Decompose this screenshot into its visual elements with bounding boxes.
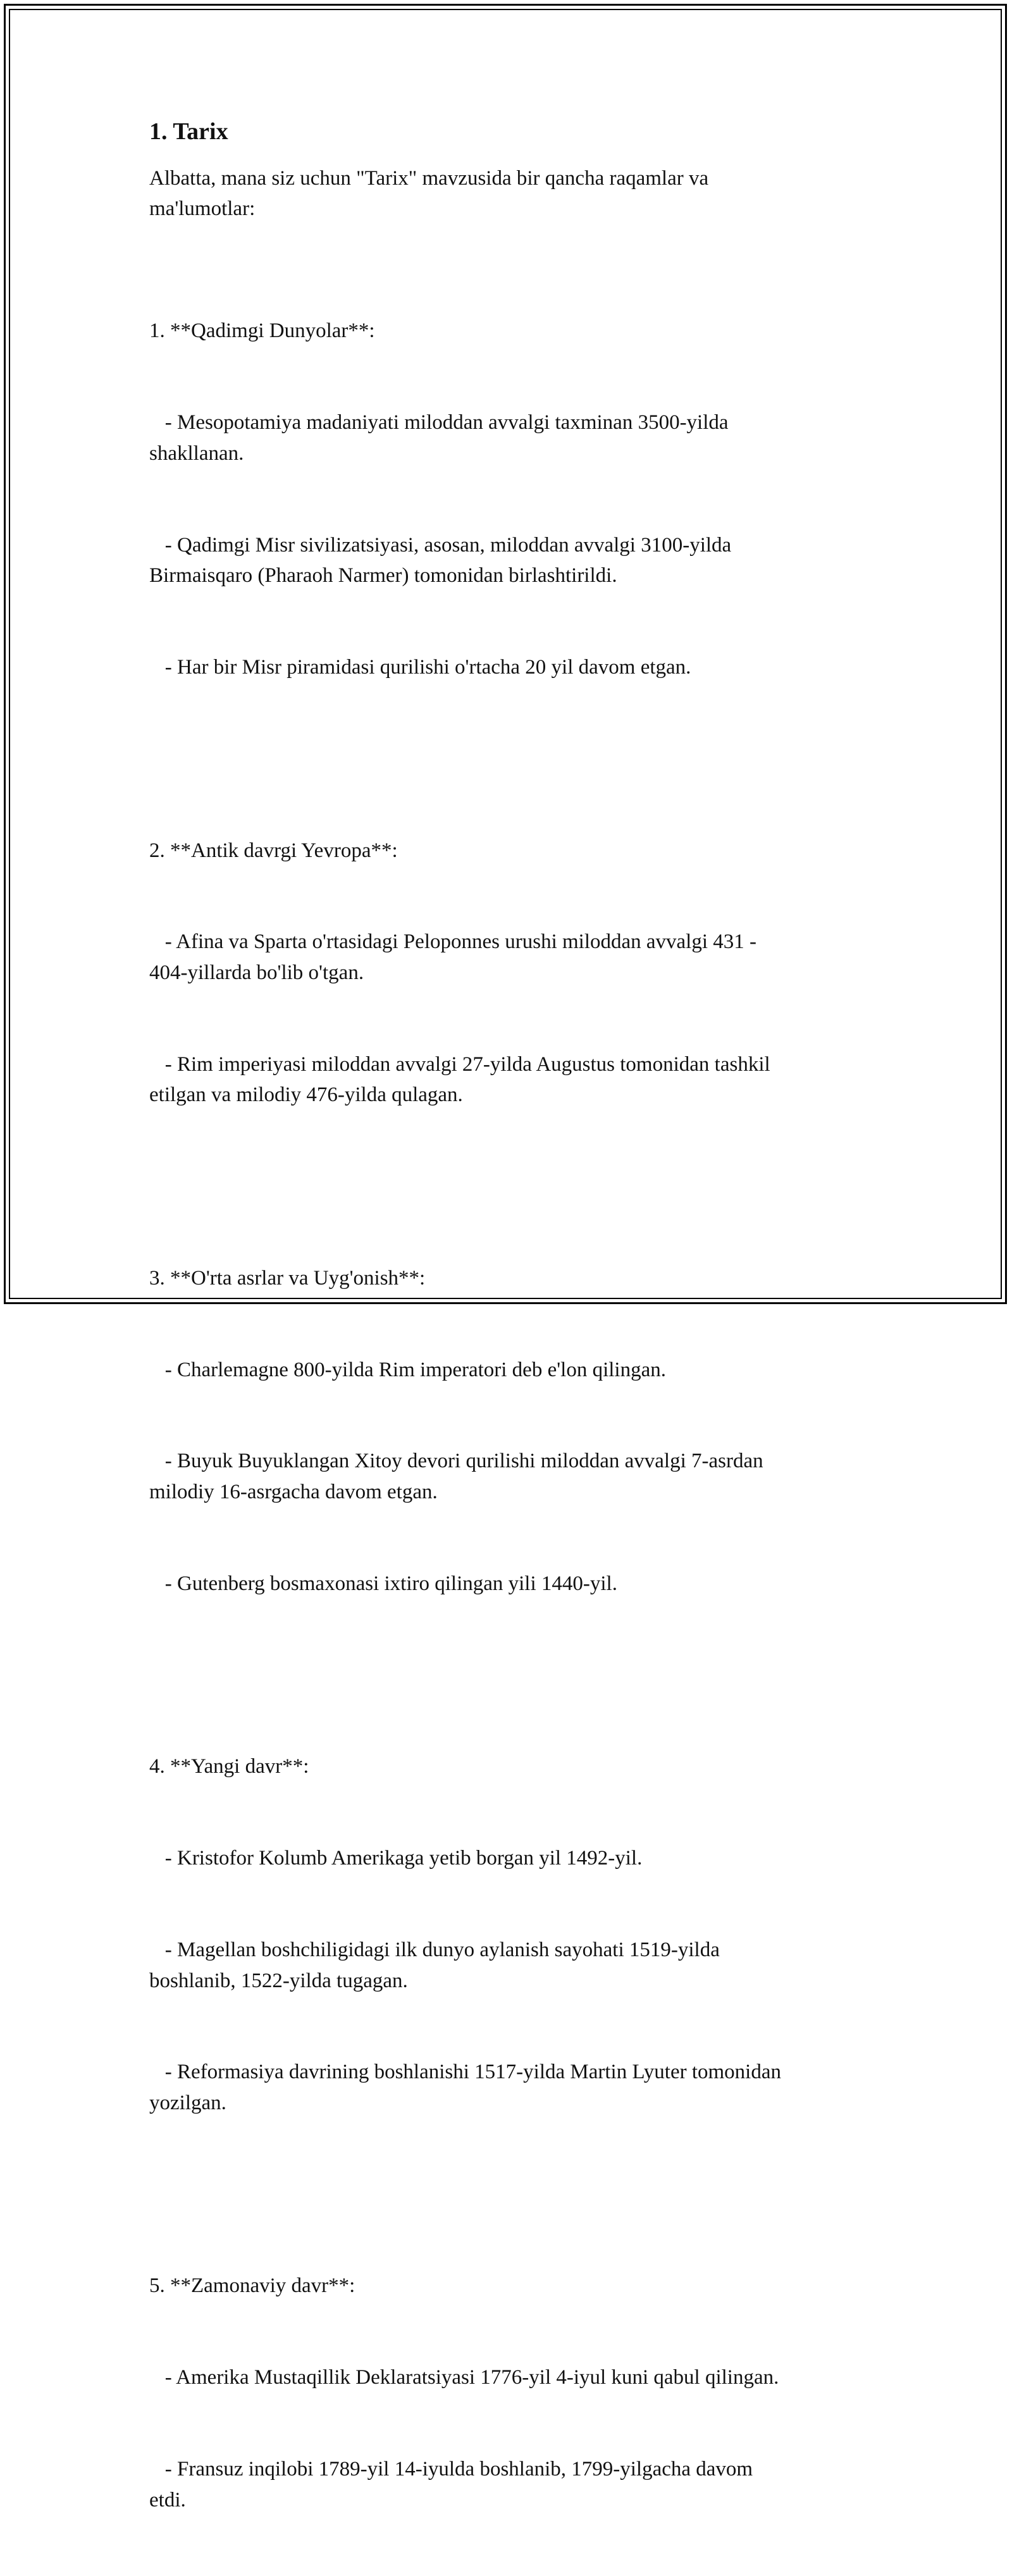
section-title: 2. **Antik davrgi Yevropa**: [149,839,398,862]
list-item: - Kristofor Kolumb Amerikaga yetib borgan yil 1492-yil. [149,1847,643,1870]
list-item: - Afina va Sparta o'rtasidagi Peloponnes urushi miloddan avvalgi 431 - 404-yillarda bo'lib o'tgan. [149,930,757,984]
list-item: - Fransuz inqilobi 1789-yil 14-iyulda boshlanib, 1799-yilgacha davom etdi. [149,2458,753,2511]
document-heading: 1. Tarix [149,118,228,145]
list-item: - Buyuk Buyuklangan Xitoy devori qurilishi miloddan avvalgi 7-asrdan milodiy 16-asrgacha davom etgan. [149,1450,763,1503]
spacer [149,225,870,255]
list-item: - Magellan boshchiligidagi ilk dunyo aylanish sayohati 1519-yilda boshlanib, 1522-yilda tugagan. [149,1938,720,1992]
list-item: - Reformasiya davrining boshlanishi 1517-yilda Martin Lyuter tomonidan yozilgan. [149,2061,781,2114]
list-item: - Rim imperiyasi miloddan avvalgi 27-yilda Augustus tomonidan tashkil etilgan va milodiy 476-yilda qulagan. [149,1052,770,1106]
section-title: 3. **O'rta asrlar va Uyg'onish**: [149,1266,426,1290]
section-new-era [149,1691,870,2179]
spacer [149,2179,870,2210]
document-body [149,116,870,2576]
list-item: - Charlemagne 800-yilda Rim imperatori deb e'lon qilingan. [149,1358,666,1381]
spacer [149,744,870,774]
section-ancient-world [149,255,870,744]
spacer [149,1171,870,1202]
list-item: - Har bir Misr piramidasi qurilishi o'rtacha 20 yil davom etgan. [149,655,691,679]
list-item: - Qadimgi Misr sivilizatsiyasi, asosan, miloddan avvalgi 3100-yilda Birmaisqaro (Pharaoh Narmer) tomonidan birlashtirildi. [149,533,732,587]
section-middle-ages [149,1202,870,1660]
list-item: - Amerika Mustaqillik Deklaratsiyasi 1776-yil 4-iyul kuni qabul qilingan. [149,2366,779,2389]
section-title: 4. **Yangi davr**: [149,1755,309,1778]
list-item: - Gutenberg bosmaxonasi ixtiro qilingan yili 1440-yil. [149,1572,617,1595]
section-modern-era [149,2210,870,2576]
intro-paragraph: Albatta, mana siz uchun "Tarix" mavzusida bir qancha raqamlar va ma'lumotlar: [149,167,709,221]
spacer [149,1660,870,1691]
section-title: 5. **Zamonaviy davr**: [149,2274,355,2298]
section-title: 1. **Qadimgi Dunyolar**: [149,319,375,343]
list-item: - Mesopotamiya madaniyati miloddan avvalgi taxminan 3500-yilda shakllanan. [149,411,729,465]
section-antique-europe [149,774,870,1171]
